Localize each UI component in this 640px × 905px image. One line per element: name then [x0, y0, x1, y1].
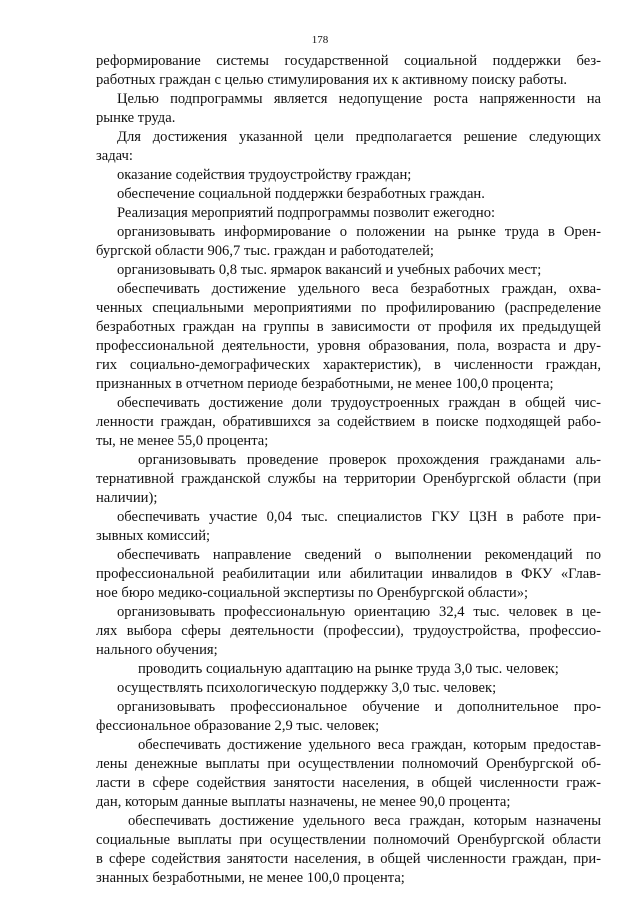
text-line: профессиональной реабилитации или абилитации инвалидов в ФКУ «Глав-: [96, 566, 601, 582]
text-line: реформирование системы государственной социальной поддержки без-: [96, 53, 601, 69]
text-line: рынке труда.: [96, 110, 176, 126]
text-line: наличии);: [96, 490, 158, 506]
text-line: обеспечивать достижение удельного веса безработных граждан, охва-: [117, 281, 601, 297]
text-line: обеспечивать достижение удельного веса граждан, которым назначены: [128, 813, 601, 829]
text-line: Целью подпрограммы является недопущение роста напряженности на: [117, 91, 601, 107]
text-line: ное бюро медико-социальной экспертизы по Оренбургской области»;: [96, 585, 529, 601]
text-line: нального обучения;: [96, 642, 218, 658]
text-line: организовывать профессиональную ориентацию 32,4 тыс. человек в це-: [117, 604, 601, 620]
text-line: зывных комиссий;: [96, 528, 211, 544]
text-line: гих социально-демографических характеристик), в численности граждан,: [96, 357, 601, 373]
text-line: профессиональной деятельности, уровня образования, пола, возраста и дру-: [96, 338, 601, 354]
text-line: организовывать проведение проверок прохождения гражданами аль-: [138, 452, 601, 468]
text-line: осуществлять психологическую поддержку 3,0 тыс. человек;: [117, 680, 497, 696]
text-line: фессиональное образование 2,9 тыс. человек;: [96, 718, 380, 734]
document-body: [96, 52, 601, 888]
text-line: Реализация мероприятий подпрограммы позволит ежегодно:: [117, 205, 496, 221]
text-line: обеспечивать достижение удельного веса граждан, которым предостав-: [138, 737, 601, 753]
text-line: безработных граждан на группы в зависимости от профиля их предыдущей: [96, 319, 601, 335]
text-line: ты, не менее 55,0 процента;: [96, 433, 269, 449]
text-line: задач:: [96, 148, 133, 164]
text-line: тернативной гражданской службы на территории Оренбургской области (при: [96, 471, 601, 487]
text-line: обеспечивать достижение доли трудоустроенных граждан в общей чис-: [117, 395, 601, 411]
text-line: проводить социальную адаптацию на рынке труда 3,0 тыс. человек;: [138, 661, 559, 677]
text-line: лях выбора сферы деятельности (профессии), трудоустройства, профессио-: [96, 623, 601, 639]
text-line: организовывать профессиональное обучение и дополнительное про-: [117, 699, 601, 715]
text-line: ласти в сфере содействия занятости населения, в общей численности граж-: [96, 775, 601, 791]
text-line: оказание содействия трудоустройству граждан;: [117, 167, 412, 183]
text-line: ченных специальными мероприятиями по профилированию (распределение: [96, 300, 601, 316]
text-line: социальные выплаты при осуществлении полномочий Оренбургской области: [96, 832, 601, 848]
text-line: ленности граждан, обратившихся за содействием в поиске подходящей рабо-: [96, 414, 601, 430]
text-line: признанных в отчетном периоде безработными, не менее 100,0 процента;: [96, 376, 554, 392]
text-line: работных граждан с целью стимулирования их к активному поиску работы.: [96, 72, 568, 88]
text-line: организовывать информирование о положении на рынке труда в Орен-: [117, 224, 601, 240]
text-line: в сфере содействия занятости населения, в общей численности граждан, при-: [96, 851, 601, 867]
text-line: организовывать 0,8 тыс. ярмарок вакансий и учебных рабочих мест;: [117, 262, 542, 278]
text-line: дан, которым данные выплаты назначены, не менее 90,0 процента;: [96, 794, 511, 810]
text-line: Для достижения указанной цели предполагается решение следующих: [117, 129, 601, 145]
text-line: лены денежные выплаты при осуществлении полномочий Оренбургской об-: [96, 756, 601, 772]
text-line: обеспечение социальной поддержки безработных граждан.: [117, 186, 485, 202]
text-line: обеспечивать направление сведений о выполнении рекомендаций по: [117, 547, 601, 563]
text-line: бургской области 906,7 тыс. граждан и работодателей;: [96, 243, 434, 259]
text-line: знанных безработными, не менее 100,0 процента;: [96, 870, 405, 886]
text-line: обеспечивать участие 0,04 тыс. специалистов ГКУ ЦЗН в работе при-: [117, 509, 601, 525]
page-number: 178: [311, 34, 329, 46]
